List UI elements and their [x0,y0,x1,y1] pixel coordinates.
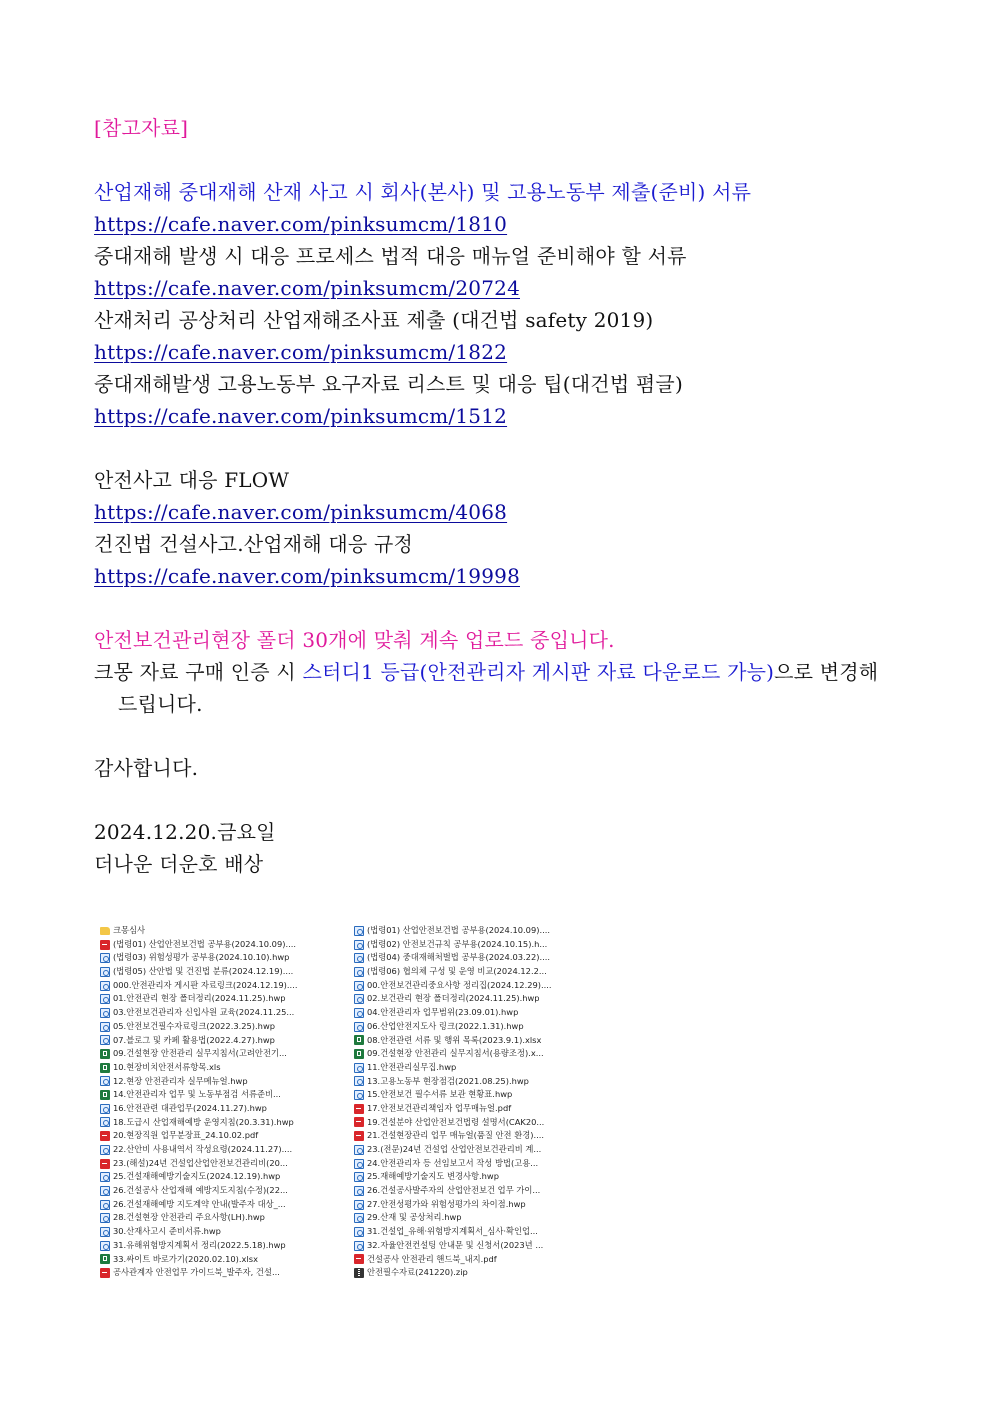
hwp-file-icon [354,1076,364,1086]
file-name: 10.현장비치안전서류항목.xls [113,1061,221,1072]
promo-suffix: 으로 변경해 [774,660,879,684]
hwp-file-icon [354,967,364,977]
file-name: 31.유해위험방지계획서 정리(2022.5.18).hwp [113,1239,286,1250]
file-name: 09.건설현장 안전관리 실무지침서(용량조정).x... [367,1048,544,1059]
file-item[interactable] [100,1184,352,1198]
promo-continuation: 드립니다. [118,692,203,716]
hwp-file-icon [100,953,110,963]
file-name: 31.건설업_유해·위험방지계획서_심사·확인업... [367,1226,538,1237]
hwp-file-icon [354,1022,364,1032]
hwp-file-icon [354,981,364,991]
hwp-file-icon [354,1145,364,1155]
file-name: 30.산재사고시 준비서류.hwp [113,1226,221,1237]
spacer [94,720,934,752]
pdf-file-icon [100,940,110,950]
file-item[interactable] [100,1143,352,1157]
reference-link-4[interactable]: https://cafe.naver.com/pinksumcm/1512 [94,404,508,428]
hwp-file-icon [100,1104,110,1114]
file-name: 24.안전관리자 등 선임보고서 작성 방법(고용... [367,1157,539,1168]
hwp-file-icon [100,1076,110,1086]
pdf-file-icon [354,1254,364,1264]
file-item[interactable] [100,1116,352,1130]
thanks-text: 감사합니다. [94,756,199,780]
excel-file-icon [100,1049,110,1059]
file-item[interactable] [100,951,352,965]
reference-title-2: 중대재해 발생 시 대응 프로세스 법적 대응 매뉴얼 준비해야 할 서류 [94,244,687,268]
file-name: 04.안전관리자 업무범위(23.09.01).hwp [367,1007,519,1018]
spacer [94,144,934,176]
file-name: 01.안전관리 현장 폴더정리(2024.11.25).hwp [113,993,286,1004]
reference-link-1[interactable]: https://cafe.naver.com/pinksumcm/1810 [94,212,508,236]
excel-file-icon [354,1049,364,1059]
file-name: 08.안전관련 서류 및 행위 목록(2023.9.1).xlsx [367,1034,542,1045]
reference-title-6: 건진법 건설사고.산업재해 대응 규정 [94,532,414,556]
hwp-file-icon [354,953,364,963]
hwp-file-icon [354,926,364,936]
file-name: 18.도급시 산업재해예방 운영지침(20.3.31).hwp [113,1116,294,1127]
file-item[interactable] [100,1211,352,1225]
reference-link-3[interactable]: https://cafe.naver.com/pinksumcm/1822 [94,340,508,364]
hwp-file-icon [354,1063,364,1073]
file-item[interactable] [354,992,606,1006]
file-item[interactable] [354,1006,606,1020]
file-name: 21.건설현장관리 업무 매뉴얼(품질 안전 환경).... [367,1130,545,1141]
hwp-file-icon [100,1035,110,1045]
reference-link-5[interactable]: https://cafe.naver.com/pinksumcm/4068 [94,500,508,524]
file-item[interactable] [354,965,606,979]
hwp-file-icon [100,1186,110,1196]
file-item[interactable] [100,992,352,1006]
hwp-file-icon [354,940,364,950]
hwp-file-icon [100,1022,110,1032]
file-name: (법령01) 산업안전보건법 공부용(2024.10.09).... [113,938,297,949]
file-name: (법령03) 위험성평가 공부용(2024.10.10).hwp [113,952,290,963]
file-name: 11.안전관리실무집.hwp [367,1061,457,1072]
hwp-file-icon [100,981,110,991]
file-item[interactable] [354,924,606,938]
excel-file-icon [100,1254,110,1264]
spacer [94,432,934,464]
pdf-file-icon [354,1117,364,1127]
file-item[interactable] [100,1102,352,1116]
file-item[interactable] [354,1211,606,1225]
file-item[interactable] [354,1034,606,1048]
file-item[interactable] [354,938,606,952]
folder-icon [100,927,110,935]
file-list-left-column [100,924,352,1280]
file-item[interactable] [354,1198,606,1212]
file-name: 16.안전관련 대관업무(2024.11.27).hwp [113,1102,267,1113]
file-name: 17.안전보건관리책임자 업무매뉴얼.pdf [367,1102,512,1113]
file-item[interactable] [100,1225,352,1239]
excel-file-icon [100,1063,110,1073]
excel-file-icon [100,1090,110,1100]
hwp-file-icon [100,1008,110,1018]
hwp-file-icon [100,967,110,977]
file-item[interactable] [100,1075,352,1089]
zip-file-icon [354,1268,364,1278]
file-item[interactable] [100,1253,352,1267]
file-name: 건설공사 안전관리 핸드북_내지.pdf [367,1253,497,1264]
hwp-file-icon [354,1241,364,1251]
hwp-file-icon [100,1241,110,1251]
reference-title-4: 중대재해발생 고용노동부 요구자료 리스트 및 대응 팁(대건법 폄글) [94,372,683,396]
file-item[interactable] [354,1129,606,1143]
file-item[interactable] [100,1129,352,1143]
file-name: 23.(해설)24년 건설업산업안전보건관리비(20... [113,1157,288,1168]
file-item[interactable] [100,1157,352,1171]
file-name: 32.자율안전컨설팅 안내문 및 신청서(2023년 ... [367,1239,544,1250]
file-item[interactable] [100,1198,352,1212]
file-name: 09.건설현장 안전관리 실무지침서(고려안전기... [113,1048,287,1059]
hwp-file-icon [354,1227,364,1237]
file-item[interactable] [100,965,352,979]
file-name: 14.안전관리자 업무 및 노동부점검 서류준비... [113,1089,281,1100]
promo-highlight: 스터디1 등급(안전관리자 게시판 자료 다운로드 가능) [302,660,775,684]
file-item[interactable] [100,1088,352,1102]
pdf-file-icon [100,1268,110,1278]
file-item[interactable] [100,1006,352,1020]
file-item[interactable] [354,1102,606,1116]
file-item[interactable] [354,1143,606,1157]
file-item[interactable] [354,979,606,993]
file-item[interactable] [354,1266,606,1280]
hwp-file-icon [354,1200,364,1210]
author-signature: 더나운 더운호 배상 [94,852,264,876]
file-name: (법령02) 안전보건규칙 공부용(2024.10.15).h... [367,938,548,949]
hwp-file-icon [100,1172,110,1182]
hwp-file-icon [100,1213,110,1223]
file-name: (법령05) 산안법 및 건진법 분류(2024.12.19).... [113,966,294,977]
hwp-file-icon [354,1090,364,1100]
upload-notice: 안전보건관리현장 폴더 30개에 맞춰 계속 업로드 중입니다. [94,628,615,652]
file-name: 02.보건관리 현장 폴더정리(2024.11.25).hwp [367,993,540,1004]
file-item[interactable] [100,1047,352,1061]
pdf-file-icon [354,1104,364,1114]
file-name: (법령06) 협의체 구성 및 운영 비교(2024.12.2... [367,966,547,977]
pdf-file-icon [100,1131,110,1141]
file-name: (법령04) 중대재해처벌법 공부용(2024.03.22).... [367,952,551,963]
file-name: 07.블로그 및 카페 활용법(2022.4.27).hwp [113,1034,275,1045]
file-name: 안전필수자료(241220).zip [367,1267,468,1278]
file-name: 25.건설재해예방기술지도(2024.12.19).hwp [113,1171,281,1182]
file-item[interactable] [100,1239,352,1253]
reference-title-5: 안전사고 대응 FLOW [94,468,290,492]
file-item[interactable] [354,1239,606,1253]
file-item[interactable] [100,1266,352,1280]
file-item[interactable] [100,1170,352,1184]
spacer [94,784,934,816]
file-name: 00.안전보건관리중요사항 정리집(2024.12.29).... [367,979,552,990]
file-name: 25.재해예방기술지도 변경사항.hwp [367,1171,499,1182]
file-item[interactable] [100,979,352,993]
file-item[interactable] [354,1088,606,1102]
pdf-file-icon [100,1159,110,1169]
date-text: 2024.12.20.금요일 [94,820,276,844]
file-name: 26.건설재해예방 지도계약 안내(발주자 대상_... [113,1198,286,1209]
file-name: 12.현장 안전관리자 실무메뉴얼.hwp [113,1075,248,1086]
file-name: 크몽심사 [113,925,146,935]
file-name: 15.안전보건 필수서류 보관 현황표.hwp [367,1089,513,1100]
hwp-file-icon [354,1159,364,1169]
file-name: 공사관계자 안전업무 가이드북_발주자, 건설... [113,1267,280,1278]
file-name: 33.싸이트 바로가기(2020.02.10).xlsx [113,1253,258,1264]
reference-title-3: 산재처리 공상처리 산업재해조사표 제출 (대건법 safety 2019) [94,308,654,332]
file-name: 26.건설공사발주자의 산업안전보건 업무 가이... [367,1185,541,1196]
file-name: 03.안전보건관리자 신입사원 교육(2024.11.25... [113,1007,295,1018]
file-item[interactable] [354,1253,606,1267]
hwp-file-icon [354,1008,364,1018]
hwp-file-icon [354,994,364,1004]
file-name: 27.안전성평가와 위험성평가의 차이점.hwp [367,1198,526,1209]
file-name: (법령01) 산업안전보건법 공부용(2024.10.09).... [367,925,551,935]
hwp-file-icon [100,994,110,1004]
file-item[interactable] [100,924,352,938]
file-name: 28.건설현장 안전관리 주요사항(LH).hwp [113,1212,265,1223]
reference-link-6[interactable]: https://cafe.naver.com/pinksumcm/19998 [94,564,520,588]
file-item[interactable] [354,951,606,965]
file-item[interactable] [100,1061,352,1075]
hwp-file-icon [100,1227,110,1237]
hwp-file-icon [354,1213,364,1223]
file-name: 26.건설공사 산업재해 예방지도지침(수정)(22... [113,1185,288,1196]
file-item[interactable] [354,1116,606,1130]
file-item[interactable] [100,1034,352,1048]
file-item[interactable] [100,1020,352,1034]
hwp-file-icon [100,1117,110,1127]
file-name: 22.산안비 사용내역서 작성요령(2024.11.27).... [113,1144,293,1154]
file-name: 13.고용노동부 현장점검(2021.08.25).hwp [367,1075,529,1086]
reference-title-1: 산업재해 중대재해 산재 사고 시 회사(본사) 및 고용노동부 제출(준비) 서류 [94,180,752,204]
file-name: 29.산재 및 공상처리.hwp [367,1212,462,1223]
reference-link-2[interactable]: https://cafe.naver.com/pinksumcm/20724 [94,276,520,300]
file-item[interactable] [354,1047,606,1061]
file-item[interactable] [354,1020,606,1034]
file-name: 20.현장직원 업무분장표_24.10.02.pdf [113,1130,259,1141]
file-name: 19.건설분야 산업안전보건법령 설명서(CAK20... [367,1116,545,1127]
file-item[interactable] [354,1061,606,1075]
file-item[interactable] [100,938,352,952]
file-item[interactable] [354,1225,606,1239]
hwp-file-icon [100,1200,110,1210]
document-body [94,112,934,880]
file-item[interactable] [354,1075,606,1089]
file-item[interactable] [354,1170,606,1184]
pdf-file-icon [354,1131,364,1141]
hwp-file-icon [100,1145,110,1155]
file-name: 05.안전보건필수자료링크(2022.3.25).hwp [113,1020,275,1031]
file-list-right-column [354,924,606,1280]
hwp-file-icon [354,1172,364,1182]
promo-line [94,656,934,688]
excel-file-icon [354,1035,364,1045]
reference-heading: [참고자료] [94,116,189,140]
file-name: 06.산업안전지도사 링크(2022.1.31).hwp [367,1020,524,1031]
file-name: 23.(전문)24년 건설업 산업안전보건관리비 계... [367,1144,542,1154]
hwp-file-icon [354,1186,364,1196]
file-item[interactable] [354,1184,606,1198]
file-name: 000.안전관리자 게시판 자료링크(2024.12.19).... [113,979,298,990]
file-item[interactable] [354,1157,606,1171]
promo-prefix: 크몽 자료 구매 인증 시 [94,660,303,684]
spacer [94,592,934,624]
